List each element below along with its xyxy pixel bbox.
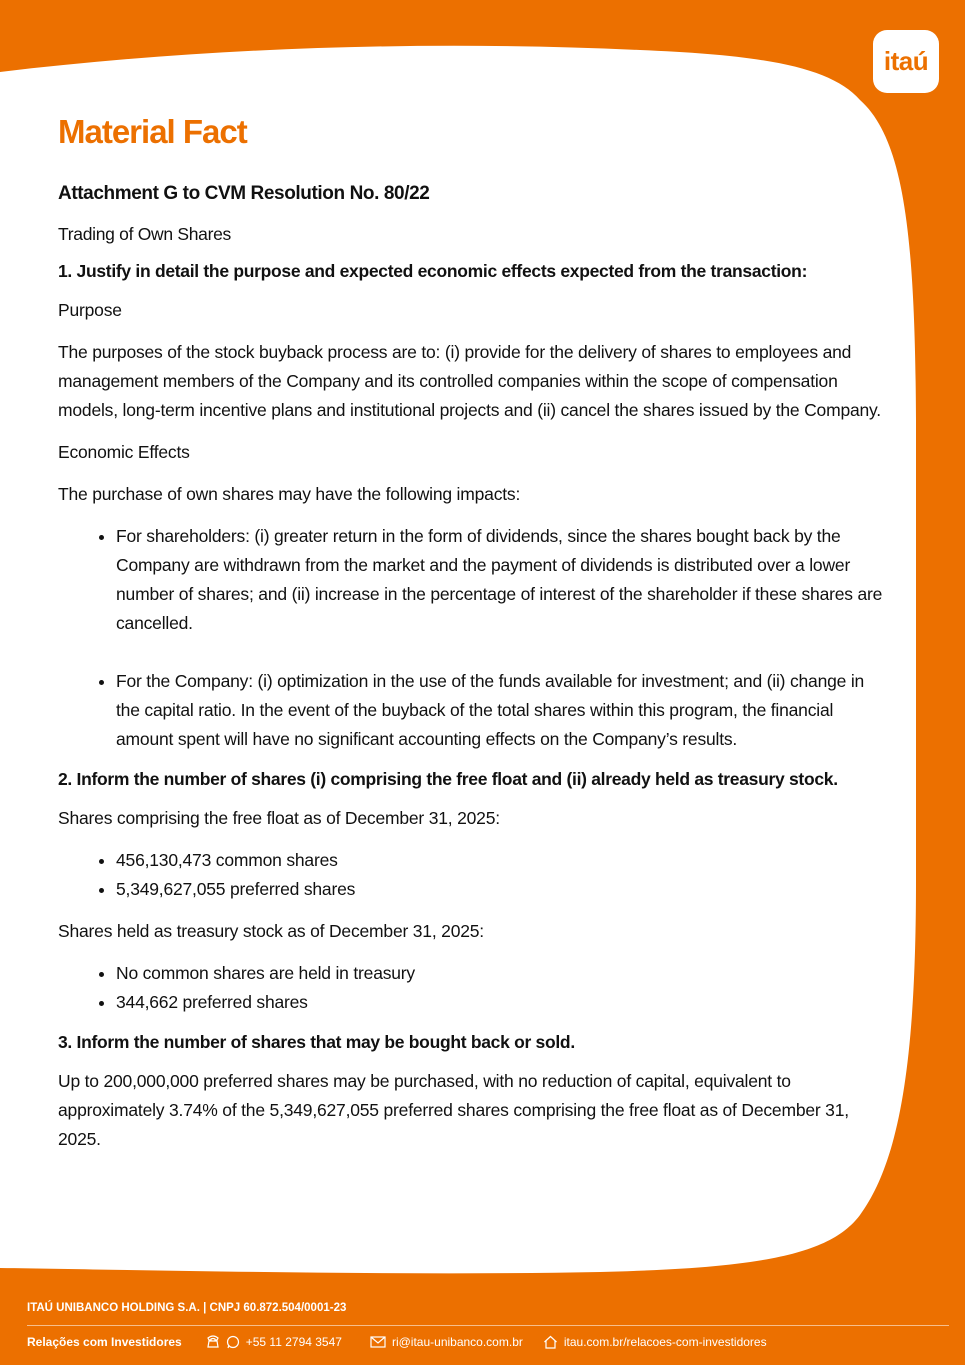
page-title: Material Fact <box>58 113 247 150</box>
treasury-label: Shares held as treasury stock as of December 31, 2025: <box>58 921 484 941</box>
email-address: ri@itau-unibanco.com.br <box>391 1335 523 1349</box>
free-float-list <box>58 846 888 904</box>
home-icon <box>543 1335 558 1349</box>
phone-number: +55 11 2794 3547 <box>245 1335 342 1349</box>
q1-heading: 1. Justify in detail the purpose and expected economic effects expected from the transaction: <box>58 261 808 281</box>
purpose-label: Purpose <box>58 300 122 320</box>
list-item: • For the Company: (i) optimization in the use of the funds available for investment; and (ii) change in the capital ratio. In the event of the buyback of the total shares within this program, the financial amount spent will have no significant accounting effects on the Company’s results. <box>116 667 888 754</box>
website-url: itau.com.br/relacoes-com-investidores <box>563 1335 767 1349</box>
effects-label: Economic Effects <box>58 442 190 462</box>
footer-website[interactable] <box>543 1335 767 1349</box>
document-body <box>58 110 888 1167</box>
list-item: • For shareholders: (i) greater return in the form of dividends, since the shares bought back by the Company are withdrawn from the market and the payment of dividends is distributed over a lower number of shares; and (ii) increase in the percentage of interest of the shareholder if these shares are cancelled. <box>116 522 888 638</box>
footer-contacts <box>27 1335 949 1349</box>
treasury-list <box>58 959 888 1017</box>
effects-list <box>58 522 888 754</box>
q2-heading: 2. Inform the number of shares (i) comprising the free float and (ii) already held as treasury stock. <box>58 769 838 789</box>
document-subtitle: Attachment G to CVM Resolution No. 80/22 <box>58 183 430 204</box>
footer-divider <box>27 1325 949 1326</box>
free-float-label: Shares comprising the free float as of December 31, 2025: <box>58 808 500 828</box>
footer-company: ITAÚ UNIBANCO HOLDING S.A. | CNPJ 60.872.504/0001-23 <box>27 1302 347 1314</box>
footer-phone[interactable] <box>206 1335 342 1349</box>
section-title: Trading of Own Shares <box>58 224 231 244</box>
whatsapp-icon <box>226 1335 240 1349</box>
list-item: • 5,349,627,055 preferred shares <box>116 875 888 904</box>
footer-email[interactable] <box>370 1335 523 1349</box>
q3-heading: 3. Inform the number of shares that may be bought back or sold. <box>58 1032 575 1052</box>
effects-intro: The purchase of own shares may have the following impacts: <box>58 484 521 504</box>
list-item: • 456,130,473 common shares <box>116 846 888 875</box>
list-item: • No common shares are held in treasury <box>116 959 888 988</box>
ir-label: Relações com Investidores <box>27 1335 182 1349</box>
itau-logo: itaú <box>873 30 939 93</box>
purpose-text: The purposes of the stock buyback process are to: (i) provide for the delivery of shares to employees and management members of the Company and its controlled companies within the scope of compensation models, long-term incentive plans and institutional projects and (ii) cancel the shares issued by the Company. <box>58 342 881 420</box>
list-item: • 344,662 preferred shares <box>116 988 888 1017</box>
mail-icon <box>370 1336 386 1348</box>
q3-text: Up to 200,000,000 preferred shares may be purchased, with no reduction of capital, equivalent to approximately 3.74% of the 5,349,627,055 preferred shares comprising the free float as of December 31, 2025. <box>58 1071 849 1149</box>
phone-icon <box>206 1335 220 1349</box>
